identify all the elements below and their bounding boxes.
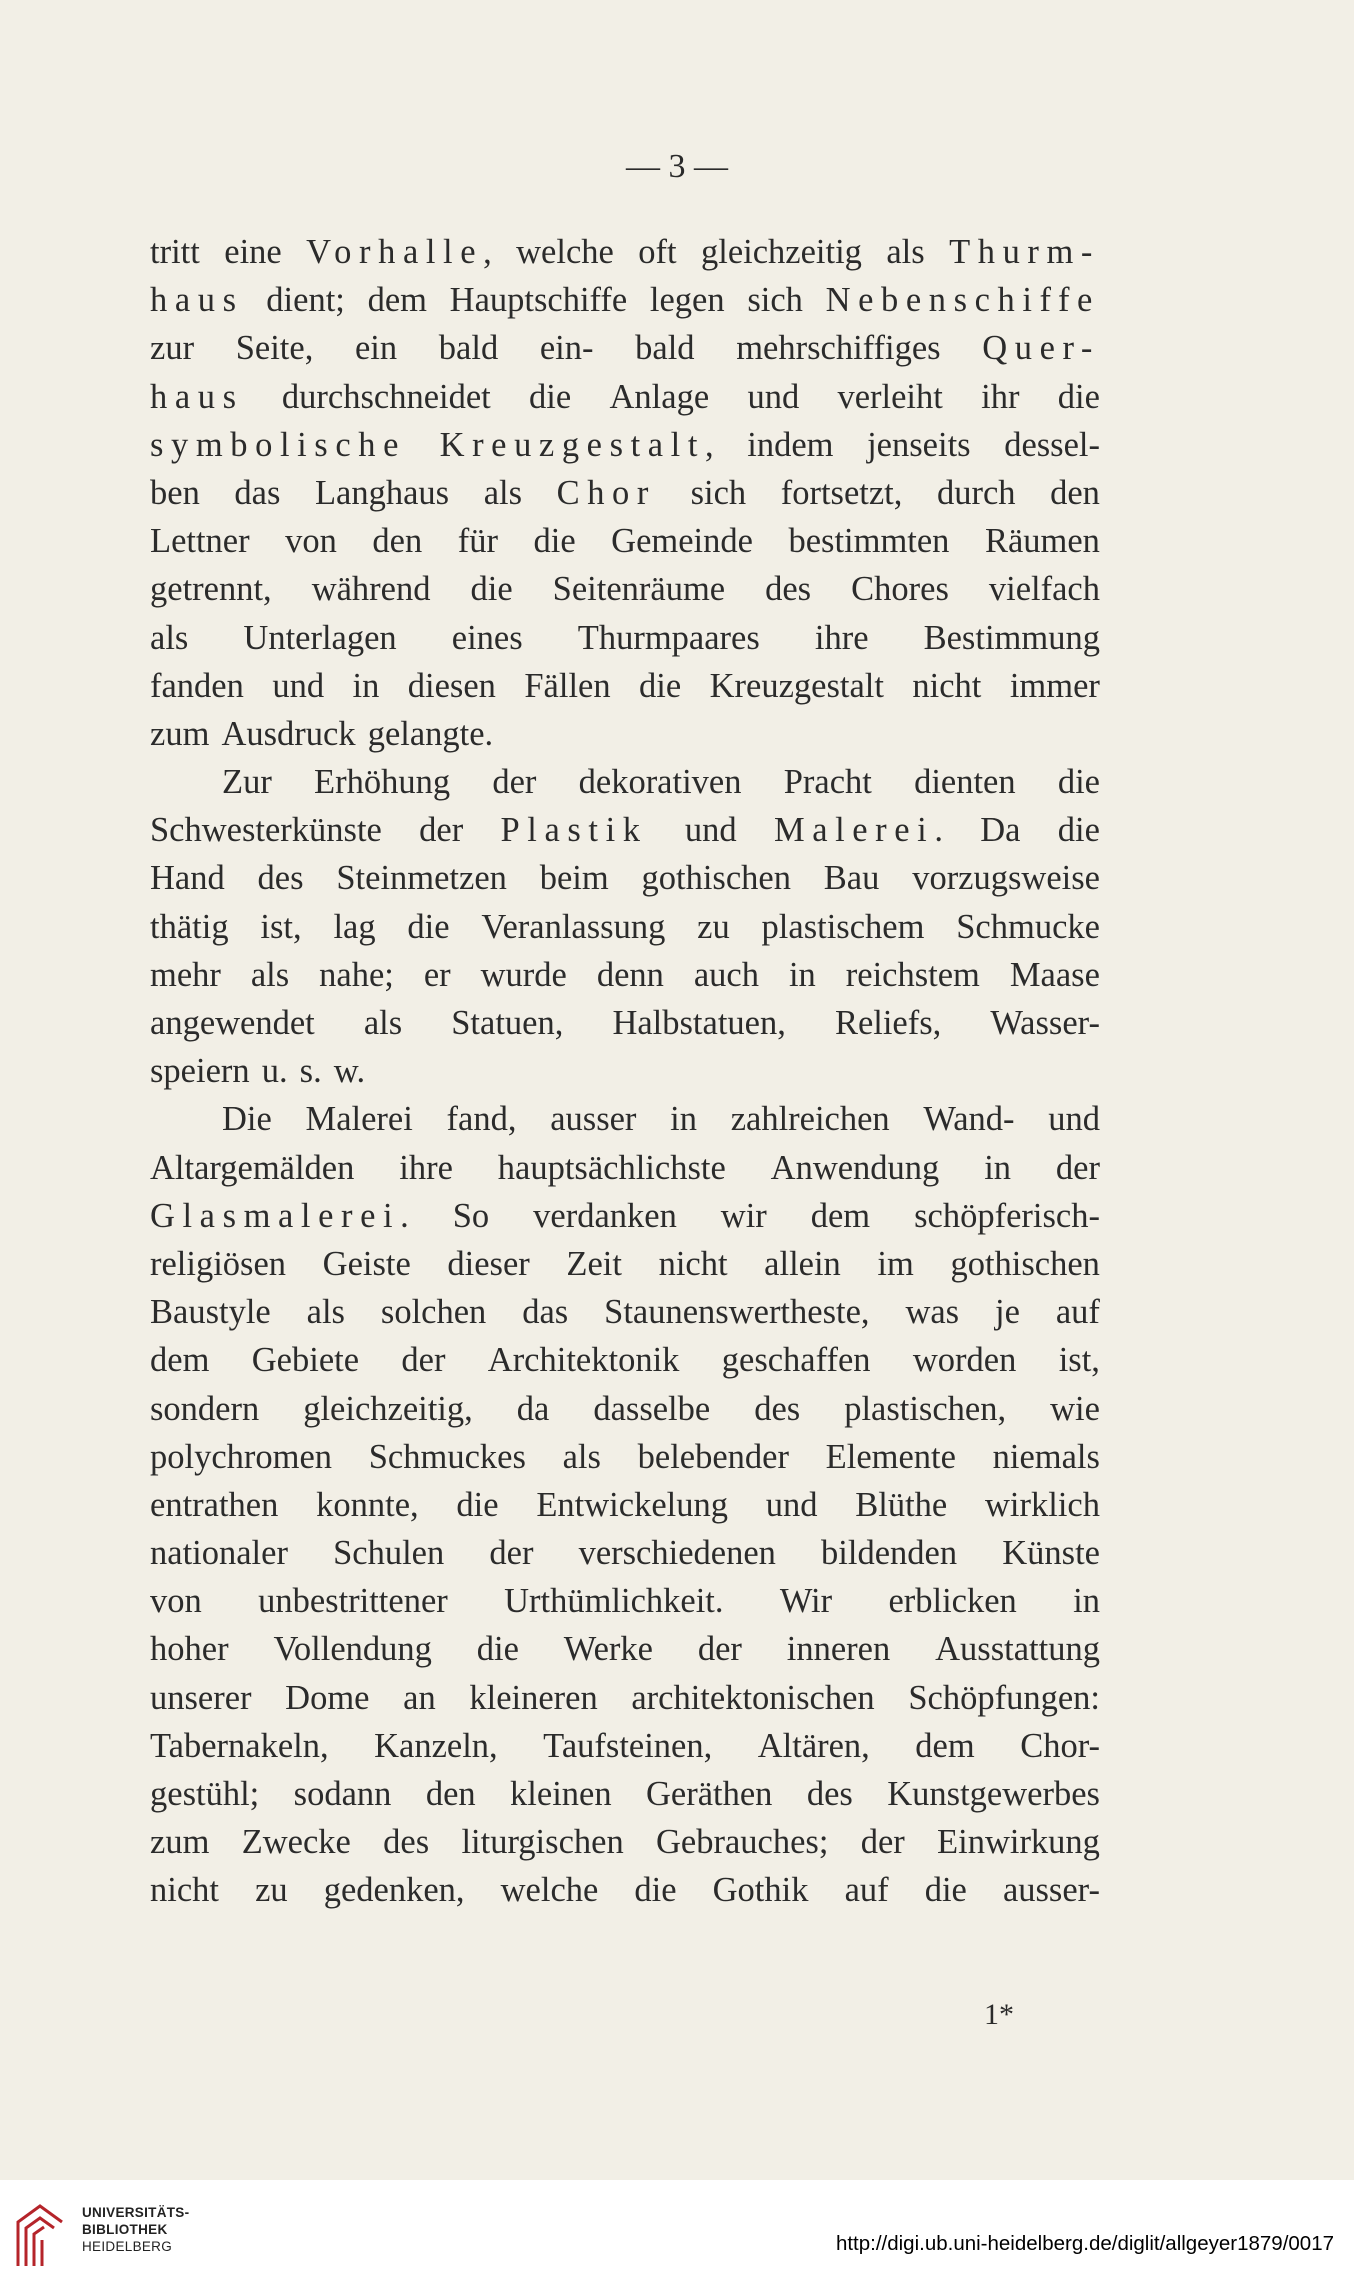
word: den (425, 1775, 476, 1813)
text-line (150, 324, 1100, 372)
word: Maase (1009, 955, 1100, 994)
word: zum (150, 714, 210, 753)
word: Zwecke (241, 1823, 351, 1862)
word: Künste (1002, 1534, 1100, 1573)
word: vielfach (988, 570, 1100, 609)
word: Schmucke (956, 907, 1100, 946)
word: verdanken (533, 1196, 677, 1235)
word: Wir (779, 1582, 833, 1621)
word: ben (150, 473, 200, 512)
word: architektonischen (631, 1678, 875, 1717)
word: Veranlassung (481, 907, 666, 946)
text-line (150, 999, 1100, 1047)
word: Erhöhung (314, 763, 451, 802)
word: indem (747, 425, 834, 464)
word: ihre (814, 618, 869, 657)
word: Gemeinde (611, 522, 753, 561)
word: die (529, 377, 572, 416)
text-line (150, 1144, 1100, 1192)
word: tritt (150, 233, 200, 271)
word: an (403, 1678, 436, 1717)
word: welche (500, 1871, 599, 1910)
word: denn (596, 955, 664, 994)
word: wurde (480, 955, 567, 994)
word: gleichzeitig, (303, 1389, 473, 1428)
word: Baustyle (150, 1293, 271, 1332)
word: Quer- (982, 329, 1100, 368)
word: die (639, 666, 682, 705)
word: ist, (1058, 1341, 1100, 1380)
word: im (877, 1244, 914, 1283)
word: Reliefs, (834, 1004, 942, 1042)
word: Seite, (235, 329, 314, 368)
word: diesen (407, 666, 496, 705)
text-line (150, 903, 1100, 951)
word: erblicken (888, 1582, 1017, 1621)
library-name-line2: BIBLIOTHEK (82, 2222, 168, 2237)
word: wir (720, 1196, 767, 1235)
text-line (150, 373, 1100, 421)
word: Kreuzgestalt, (439, 425, 714, 464)
text-line (150, 1577, 1100, 1625)
word: Gebiete (251, 1341, 360, 1380)
word: als (150, 618, 189, 657)
word: wirklich (985, 1485, 1100, 1524)
word: Glasmalerei. (150, 1196, 409, 1235)
word: da (516, 1389, 550, 1428)
word: und (747, 377, 800, 416)
word: Entwickelung (536, 1485, 728, 1524)
text-line (150, 1770, 1100, 1818)
word: je (995, 1293, 1020, 1332)
word: Seitenräume (552, 570, 726, 609)
word: nicht (150, 1871, 219, 1910)
word: Blüthe (855, 1485, 948, 1524)
word: er (423, 955, 451, 994)
word: gleichzeitig (700, 233, 862, 271)
word: hoher (150, 1630, 229, 1669)
word: der (401, 1341, 446, 1380)
text-line (150, 854, 1100, 902)
word: dasselbe (593, 1389, 711, 1428)
word: Pracht (783, 763, 872, 802)
word: Kunstgewerbes (887, 1775, 1100, 1813)
source-url[interactable]: http://digi.ub.uni-heidelberg.de/diglit/allgeyer1879/0017 (835, 2232, 1334, 2255)
word: allein (764, 1244, 841, 1283)
word: plastischen, (844, 1389, 1007, 1428)
word: ihre (399, 1148, 453, 1187)
word: immer (1009, 666, 1100, 705)
word: von (285, 522, 337, 561)
word: Halbstatuen, (612, 1004, 786, 1042)
word: speiern (150, 1052, 250, 1091)
word: durch (936, 473, 1016, 512)
word: polychromen (150, 1437, 333, 1476)
word: dekorativen (578, 763, 742, 802)
word: Die (222, 1100, 272, 1139)
word: als (363, 1004, 403, 1042)
text-line (150, 228, 1100, 276)
word: u. (261, 1052, 288, 1091)
word: Malerei (305, 1100, 413, 1139)
word: Schmuckes (368, 1437, 526, 1476)
word: Dome (285, 1678, 370, 1717)
word: haus (150, 281, 244, 320)
word: die (1057, 763, 1100, 802)
word: in (984, 1148, 1012, 1187)
word: ihr (981, 377, 1020, 416)
word: und (684, 811, 737, 850)
word: dem (367, 281, 427, 320)
word: Vollendung (273, 1630, 432, 1669)
library-name-line1: UNIVERSITÄTS- (82, 2205, 190, 2220)
word: legen (649, 281, 725, 320)
word: während (311, 570, 431, 609)
library-name-line3: HEIDELBERG (82, 2239, 173, 2254)
word: Schwesterkünste (150, 811, 382, 850)
word: in (1073, 1582, 1100, 1621)
word: gothischen (950, 1244, 1100, 1283)
word: des (754, 1389, 801, 1428)
word: als (562, 1437, 601, 1476)
word: fand, (446, 1100, 517, 1139)
word: für (457, 522, 498, 561)
word: religiösen (150, 1244, 287, 1283)
word: Fällen (524, 666, 611, 705)
word: eines (451, 618, 523, 657)
word: des (383, 1823, 430, 1862)
word: nicht (912, 666, 982, 705)
word: zahlreichen (730, 1100, 890, 1139)
word: Steinmetzen (336, 859, 507, 898)
word: die (924, 1871, 967, 1910)
word: auf (844, 1871, 889, 1910)
word: die (470, 570, 513, 609)
word: ausser (550, 1100, 637, 1139)
word: Chor (556, 473, 656, 512)
word: dem (150, 1341, 210, 1380)
word: Nebenschiffe (825, 281, 1100, 320)
word: gestühl; (150, 1775, 260, 1813)
word: Chores (851, 570, 949, 609)
word: zum (150, 1823, 210, 1862)
word: Da (980, 811, 1021, 850)
word: von (150, 1582, 202, 1621)
word: entrathen (150, 1485, 279, 1524)
word: der (1055, 1148, 1100, 1187)
word: Tabernakeln, (150, 1726, 329, 1765)
word: mehr (150, 955, 221, 994)
page-number: — 3 — (626, 148, 728, 185)
word: durchschneidet (281, 377, 491, 416)
text-line (150, 565, 1100, 613)
word: Wasser- (990, 1004, 1100, 1042)
word: Malerei. (773, 811, 943, 850)
word: und (1048, 1100, 1100, 1139)
word: solchen (380, 1293, 487, 1332)
text-line (150, 710, 1100, 758)
word: bestimmten (788, 522, 950, 561)
word: Gothik (712, 1871, 809, 1910)
word: Architektonik (487, 1341, 680, 1380)
word: gothischen (641, 859, 791, 898)
word: Taufsteinen, (543, 1726, 713, 1765)
word: verleiht (837, 377, 943, 416)
word: in (670, 1100, 697, 1139)
text-line (150, 1818, 1100, 1866)
word: Altargemälden (150, 1148, 355, 1187)
word: s. (299, 1052, 322, 1091)
word: oft (638, 233, 677, 271)
word: Werke (563, 1630, 653, 1669)
word: symbolische (150, 425, 406, 464)
word: verschiedenen (578, 1534, 776, 1573)
word: dienten (914, 763, 1016, 802)
word: lag (333, 907, 376, 946)
word: wie (1050, 1389, 1100, 1428)
word: gelangte. (367, 714, 494, 753)
word: bald (438, 329, 499, 368)
word: nationaler (150, 1534, 288, 1573)
word: des (257, 859, 304, 898)
word: kleinen (510, 1775, 612, 1813)
text-line (150, 276, 1100, 324)
body-text (150, 228, 1100, 1915)
word: Räumen (984, 522, 1100, 561)
word: geschaffen (721, 1341, 871, 1380)
word: Ausstattung (935, 1630, 1100, 1669)
word: unbestrittener (258, 1582, 448, 1621)
word: der (489, 1534, 534, 1573)
word: dem (915, 1726, 975, 1765)
word: Hauptschiffe (449, 281, 628, 320)
word: Chor- (1020, 1726, 1100, 1765)
word: sich (747, 281, 803, 320)
word: welche (516, 233, 614, 271)
text-line (150, 517, 1100, 565)
word: reichstem (845, 955, 980, 994)
word: Wand- (923, 1100, 1015, 1139)
word: als (250, 955, 290, 994)
word: die (456, 1485, 499, 1524)
word: zur (150, 329, 195, 368)
text-line (150, 1047, 1100, 1095)
word: inneren (786, 1630, 891, 1669)
word: Gebrauches; (655, 1823, 829, 1862)
word: Zeit (566, 1244, 622, 1283)
text-line (150, 421, 1100, 469)
word: ein (354, 329, 398, 368)
word: den (372, 522, 423, 561)
word: Geräthen (646, 1775, 773, 1813)
word: vorzugsweise (912, 859, 1100, 898)
word: sich (690, 473, 747, 512)
word: Thurmpaares (577, 618, 760, 657)
footer-bar (0, 2180, 1354, 2280)
word: bald (635, 329, 695, 368)
text-line (150, 951, 1100, 999)
text-line (150, 1481, 1100, 1529)
text-line (150, 1288, 1100, 1336)
word: Elemente (825, 1437, 956, 1476)
word: belebender (637, 1437, 789, 1476)
word: Unterlagen (243, 618, 397, 657)
word: haus (150, 377, 244, 416)
word: den (1050, 473, 1100, 512)
word: fortsetzt, (780, 473, 903, 512)
text-line (150, 1192, 1100, 1240)
word: Geiste (322, 1244, 411, 1283)
word: dem (810, 1196, 871, 1235)
word: der (492, 763, 537, 802)
word: zu (697, 907, 730, 946)
word: w. (333, 1052, 366, 1091)
word: die (533, 522, 576, 561)
word: das (522, 1293, 569, 1332)
word: der (419, 811, 464, 850)
word: ein- (539, 329, 594, 368)
word: mehrschiffiges (736, 329, 941, 368)
word: bildenden (821, 1534, 958, 1573)
word: Bau (823, 859, 880, 898)
word: liturgischen (461, 1823, 624, 1862)
word: sodann (293, 1775, 392, 1813)
word: gedenken, (323, 1871, 465, 1910)
word: die (476, 1630, 519, 1669)
word: das (234, 473, 281, 512)
word: Plastik (500, 811, 648, 850)
signature-mark: 1* (984, 1998, 1014, 2031)
text-line (150, 1529, 1100, 1577)
word: Anwendung (770, 1148, 940, 1187)
word: Thurm- (949, 233, 1100, 271)
text-line (150, 1866, 1100, 1914)
word: die (407, 907, 450, 946)
word: in (352, 666, 380, 705)
word: als (306, 1293, 345, 1332)
word: Einwirkung (937, 1823, 1100, 1862)
word: die (1057, 811, 1100, 850)
text-line (150, 1240, 1100, 1288)
word: auf (1055, 1293, 1100, 1332)
word: und (272, 666, 325, 705)
word: zu (255, 1871, 288, 1910)
text-line (150, 469, 1100, 517)
word: dieser (447, 1244, 530, 1283)
word: Kreuzgestalt (709, 666, 884, 705)
word: Bestimmung (923, 618, 1100, 657)
word: fanden (150, 666, 244, 705)
text-line (150, 806, 1100, 854)
word: schöpferisch- (914, 1196, 1100, 1235)
word: der (860, 1823, 905, 1862)
text-line (150, 1625, 1100, 1673)
word: Langhaus (314, 473, 450, 512)
word: plastischem (761, 907, 925, 946)
word: getrennt, (150, 570, 272, 609)
word: als (483, 473, 523, 512)
text-line (150, 1674, 1100, 1722)
word: Ausdruck (221, 714, 356, 753)
library-logo-icon[interactable] (14, 2200, 66, 2268)
word: eine (224, 233, 282, 271)
word: Schöpfungen: (908, 1678, 1100, 1717)
word: nahe; (319, 955, 394, 994)
word: Statuen, (451, 1004, 564, 1042)
text-line (150, 614, 1100, 662)
word: niemals (992, 1437, 1100, 1476)
word: hauptsächlichste (497, 1148, 726, 1187)
word: So (452, 1196, 490, 1235)
word: beim (539, 859, 609, 898)
word: ausser- (1002, 1871, 1100, 1910)
word: und (765, 1485, 818, 1524)
word: angewendet (150, 1004, 315, 1042)
word: sondern (150, 1389, 260, 1428)
word: die (634, 1871, 677, 1910)
word: Vorhalle, (306, 233, 492, 271)
text-line (150, 1385, 1100, 1433)
word: Hand (150, 859, 225, 898)
word: dient; (266, 281, 345, 320)
text-line (150, 662, 1100, 710)
word: in (788, 955, 816, 994)
word: Zur (222, 763, 272, 802)
word: auch (693, 955, 759, 994)
word: jenseits (867, 425, 971, 464)
word: Lettner (150, 522, 250, 561)
word: Schulen (333, 1534, 445, 1573)
word: Urthümlichkeit. (504, 1582, 724, 1621)
word: des (765, 570, 812, 609)
word: ist, (260, 907, 302, 946)
text-line (150, 1095, 1100, 1143)
text-line (150, 1722, 1100, 1770)
word: unserer (150, 1678, 252, 1717)
word: was (905, 1293, 960, 1332)
word: die (1057, 377, 1100, 416)
text-line (150, 1433, 1100, 1481)
word: als (886, 233, 925, 271)
word: des (806, 1775, 853, 1813)
library-name[interactable] (82, 2204, 189, 2255)
word: Kanzeln, (374, 1726, 498, 1765)
word: konnte, (316, 1485, 419, 1524)
word: dessel- (1004, 425, 1100, 464)
word: der (697, 1630, 742, 1669)
word: nicht (658, 1244, 728, 1283)
text-line (150, 758, 1100, 806)
word: Altären, (757, 1726, 870, 1765)
text-line (150, 1336, 1100, 1384)
word: Anlage (609, 377, 710, 416)
word: Staunenswertheste, (604, 1293, 870, 1332)
word: kleineren (469, 1678, 598, 1717)
word: thätig (150, 907, 229, 946)
word: worden (912, 1341, 1017, 1380)
